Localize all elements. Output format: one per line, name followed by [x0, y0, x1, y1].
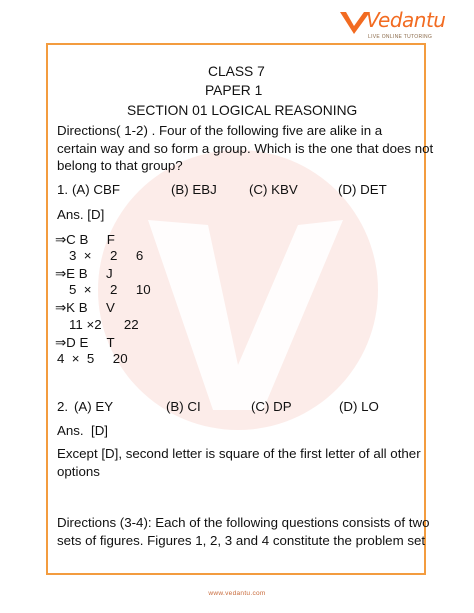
- explanation-2-letters: ⇒E B J: [55, 266, 113, 281]
- question-2-number: 2.: [57, 399, 69, 414]
- question-2-answer: Ans. [D]: [57, 423, 108, 438]
- question-1-option-a: (A) CBF: [72, 182, 121, 197]
- vedantu-logo: [330, 6, 446, 46]
- question-2-explanation-line-1: Except [D], second letter is square of the first letter of all other: [57, 446, 421, 461]
- question-2-option-b: (B) CI: [166, 399, 201, 414]
- directions-line-3: belong to that group?: [57, 158, 183, 173]
- explanation-1-numbers: 3 × 2 6: [69, 248, 144, 263]
- paper-label: PAPER 1: [205, 83, 263, 98]
- question-2-option-c: (C) DP: [251, 399, 292, 414]
- footer-url[interactable]: www.vedantu.com: [208, 590, 266, 597]
- logo-tagline: LIVE ONLINE TUTORING: [368, 34, 433, 40]
- directions-line-1: Directions( 1-2) . Four of the following five are alike in a: [57, 123, 383, 138]
- explanation-2-numbers: 5 × 2 10: [69, 282, 151, 297]
- question-1-answer: Ans. [D]: [57, 207, 105, 222]
- explanation-4-letters: ⇒D E T: [55, 335, 115, 350]
- question-1-option-c: (C) KBV: [249, 182, 298, 197]
- question-1-option-d: (D) DET: [338, 182, 387, 197]
- class-label: CLASS 7: [208, 64, 265, 79]
- question-2-option-a: (A) EY: [74, 399, 114, 414]
- section-title: SECTION 01 LOGICAL REASONING: [127, 103, 358, 118]
- directions-line-2: certain way and so form a group. Which is the one that does not: [57, 141, 434, 156]
- explanation-4-numbers: 4 × 5 20: [57, 351, 128, 366]
- logo-wordmark: Vedantu: [366, 8, 446, 32]
- directions-2-line-1: Directions (3-4): Each of the following questions consists of two: [57, 515, 430, 530]
- explanation-3-numbers: 11 ×2 22: [69, 317, 139, 332]
- question-1-option-b: (B) EBJ: [171, 182, 217, 197]
- question-2-option-d: (D) LO: [339, 399, 379, 414]
- explanation-3-letters: ⇒K B V: [55, 300, 115, 315]
- explanation-1-letters: ⇒C B F: [55, 232, 115, 247]
- directions-2-line-2: sets of figures. Figures 1, 2, 3 and 4 constitute the problem set: [57, 533, 426, 548]
- question-1-number: 1.: [57, 182, 69, 197]
- question-2-explanation-line-2: options: [57, 464, 100, 479]
